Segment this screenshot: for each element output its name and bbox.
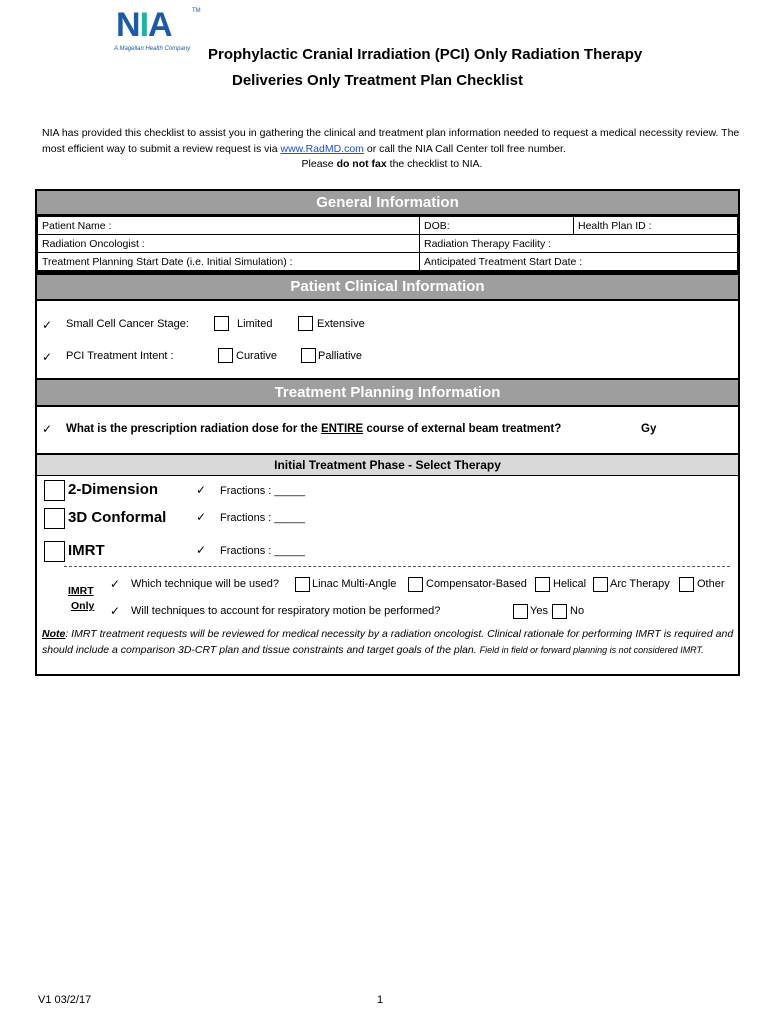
checkmark-icon: ✓ [196,510,207,524]
logo-letter-n: N [116,6,140,44]
dose-question-post: course of external beam treatment? [363,423,562,435]
imrt-checkbox[interactable] [44,541,65,562]
no-label: No [570,605,585,617]
fax-bold: do not fax [336,158,387,170]
treatment-planning-heading: Treatment Planning Information [37,380,738,407]
2d-label: 2-Dimension [68,481,159,498]
technique-question: Which technique will be used? [131,578,279,590]
dob-field[interactable]: DOB: [420,217,574,235]
radmd-link[interactable]: www.RadMD.com [280,142,364,155]
cancer-stage-label: Small Cell Cancer Stage: [66,318,189,330]
yes-label: Yes [530,605,548,617]
imrt-label: IMRT [68,542,105,559]
extensive-label: Extensive [317,318,365,330]
helical-label: Helical [553,578,587,590]
limited-label: Limited [237,318,273,330]
note-small-text: Field in field or forward planning is not considered IMRT. [479,645,704,655]
checkmark-icon: ✓ [196,543,207,557]
imrt-only-label-1: IMRT [68,585,94,597]
fax-post: the checklist to NIA. [386,158,483,170]
logo-letter-i: I [139,6,149,44]
general-information-section [35,189,740,273]
note-text: : IMRT treatment requests will be reviewed for medical necessity by a radiation oncologist. Clinical rationale for performing IMRT is required and should include a comparison 3D-CRT plan and tissue constraints and target goals of the plan. [42,628,734,656]
anticipated-start-date-field[interactable]: Anticipated Treatment Start Date : [420,253,738,271]
radiation-oncologist-field[interactable]: Radiation Oncologist : [38,235,420,253]
fax-notice [42,157,742,173]
linac-checkbox[interactable] [295,577,310,592]
dose-question-entire: ENTIRE [320,423,364,435]
document-title-line1: Prophylactic Cranial Irradiation (PCI) Only Radiation Therapy [208,46,643,63]
version-label: V1 03/2/17 [38,994,92,1006]
curative-checkbox[interactable] [218,348,233,363]
note-label: Note [42,628,66,640]
logo-letter-a: A [148,6,172,44]
checkmark-icon: ✓ [42,318,53,332]
logo-tagline: A Magellan Health Company [114,46,191,52]
cancer-stage-row [42,318,52,332]
helical-checkbox[interactable] [535,577,550,592]
checkmark-icon: ✓ [110,577,121,591]
imrt-fractions-field[interactable]: Fractions : _____ [220,545,305,557]
document-title-line2: Deliveries Only Treatment Plan Checklist [232,72,523,89]
other-label: Other [697,578,725,590]
patient-name-field[interactable]: Patient Name : [38,217,420,235]
2d-fractions-field[interactable]: Fractions : _____ [220,485,305,497]
3d-fractions-field[interactable]: Fractions : _____ [220,512,305,524]
checkmark-icon: ✓ [110,604,121,618]
palliative-checkbox[interactable] [301,348,316,363]
imrt-divider [64,566,730,567]
imrt-note [42,626,734,658]
planning-start-date-field[interactable]: Treatment Planning Start Date (i.e. Initial Simulation) : [38,253,420,271]
3d-conformal-checkbox[interactable] [44,508,65,529]
page-number: 1 [377,994,384,1006]
compensator-label: Compensator-Based [426,578,527,590]
compensator-checkbox[interactable] [408,577,423,592]
2d-checkbox[interactable] [44,480,65,501]
curative-label: Curative [236,350,277,362]
other-checkbox[interactable] [679,577,694,592]
palliative-label: Palliative [318,350,363,362]
dose-question [66,423,561,435]
checkmark-icon: ✓ [42,422,53,436]
logo-trademark: TM [192,8,201,14]
general-information-table [37,216,738,271]
treatment-intent-label: PCI Treatment Intent : [66,350,174,362]
intro-text-1: NIA has provided this checklist to assist you in gathering the clinical and treatment plan information needed to request a medical necessity review. The most efficient way to submit a review request is via [42,127,740,155]
no-checkbox[interactable] [552,604,567,619]
initial-phase-heading: Initial Treatment Phase - Select Therapy [37,455,738,476]
checkmark-icon: ✓ [196,483,207,497]
extensive-checkbox[interactable] [298,316,313,331]
arc-therapy-label: Arc Therapy [610,578,670,590]
fax-pre: Please [301,158,337,170]
dose-question-pre: What is the prescription radiation dose for the [66,423,321,435]
linac-label: Linac Multi-Angle [312,578,397,590]
facility-field[interactable]: Radiation Therapy Facility : [420,235,738,253]
yes-checkbox[interactable] [513,604,528,619]
arc-therapy-checkbox[interactable] [593,577,608,592]
motion-question: Will techniques to account for respiratory motion be performed? [131,605,441,617]
checkmark-icon: ✓ [42,350,53,364]
intro-text-2: or call the NIA Call Center toll free number. [363,142,566,155]
general-information-heading: General Information [37,191,738,216]
3d-conformal-label: 3D Conformal [68,509,167,526]
nia-logo [110,6,206,54]
intro-paragraph [42,126,742,173]
limited-checkbox[interactable] [214,316,229,331]
patient-clinical-heading: Patient Clinical Information [37,275,738,301]
imrt-only-label-2: Only [71,600,95,612]
health-plan-id-field[interactable]: Health Plan ID : [574,217,738,235]
treatment-intent-row [42,350,52,364]
dose-unit: Gy [641,423,657,435]
